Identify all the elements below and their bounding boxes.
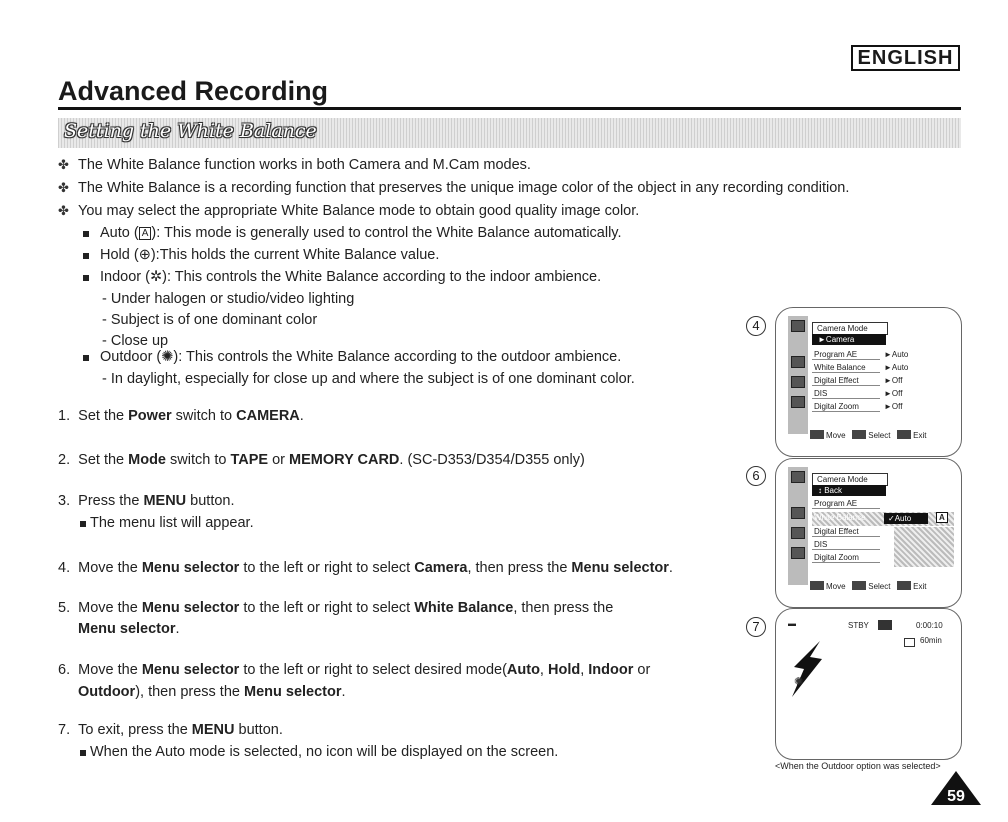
square-bullet-icon <box>83 275 89 281</box>
square-bullet-icon <box>83 253 89 259</box>
menu-value: ►Off <box>884 402 903 411</box>
outdoor-wb-icon: ✺ <box>161 349 174 365</box>
menu-highlight: ►Camera <box>812 334 886 345</box>
menu-exit-icon <box>897 581 911 590</box>
menu-item-selected: White Balance <box>814 513 866 522</box>
square-bullet-icon <box>80 750 86 756</box>
menu-footer: Move Select Exit <box>810 430 926 440</box>
tape-icon <box>878 620 892 630</box>
menu-item: Program AE <box>812 350 880 360</box>
step-6-line-2: Outdoor), then press the Menu selector. <box>78 684 346 700</box>
selected-value: ✓Auto <box>884 513 928 524</box>
outdoor-wb-icon: ✺ <box>794 676 804 688</box>
camera-mode-icon <box>791 471 805 483</box>
status-text: STBY <box>848 621 869 630</box>
panel-4-label: 4 <box>746 316 766 336</box>
figure-caption: <When the Outdoor option was selected> <box>775 761 941 771</box>
section-title: Setting the White Balance <box>64 120 317 142</box>
menu-header: Camera Mode <box>812 322 888 335</box>
step-4: 4. Move the Menu selector to the left or right to select Camera, then press the Menu selector. <box>58 560 673 576</box>
menu-item: Digital Effect <box>812 527 880 537</box>
effect-icon <box>791 376 805 388</box>
step-3-note: The menu list will appear. <box>90 515 254 531</box>
battery-icon: ▬ <box>788 619 796 628</box>
dis-icon <box>791 396 805 408</box>
step-6: 6. Move the Menu selector to the left or right to select desired mode(Auto, Hold, Indoor or <box>58 662 651 678</box>
mode-hold: Hold (⊕):This holds the current White Balance value. <box>100 247 440 263</box>
option-band <box>894 527 954 567</box>
menu-item: Digital Effect <box>812 376 880 386</box>
clover-bullet-icon: ✤ <box>58 157 69 172</box>
menu-header: Camera Mode <box>812 473 888 486</box>
menu-footer: Move Select Exit <box>810 581 926 591</box>
time-counter: 0:00:10 <box>916 621 943 630</box>
mode-indoor: Indoor (✲): This controls the White Balance according to the indoor ambience. <box>100 269 602 285</box>
page-number: 59 <box>947 788 965 805</box>
move-icon <box>810 430 824 439</box>
menu-item: Program AE <box>812 499 880 509</box>
menu-value: ►Auto <box>884 350 909 359</box>
square-bullet-icon <box>83 355 89 361</box>
program-ae-icon <box>791 356 805 368</box>
remaining-time: 60min <box>920 636 942 645</box>
step-2: 2. Set the Mode switch to TAPE or MEMORY CARD. (SC-D353/D354/D355 only) <box>58 452 585 468</box>
language-badge: ENGLISH <box>851 45 960 71</box>
square-bullet-icon <box>83 231 89 237</box>
menu-value: ►Auto <box>884 363 909 372</box>
square-bullet-icon <box>80 521 86 527</box>
step-5-line-2: Menu selector. <box>78 621 180 637</box>
lcd-panel-6 <box>775 458 962 608</box>
menu-icon-column <box>788 467 808 585</box>
page-number-badge <box>930 770 982 806</box>
step-3: 3. Press the MENU button. <box>58 493 235 509</box>
panel-7-label: 7 <box>746 617 766 637</box>
auto-wb-badge: A <box>936 512 948 523</box>
camera-mode-icon <box>791 320 805 332</box>
select-icon <box>852 430 866 439</box>
step-7: 7. To exit, press the MENU button. <box>58 722 283 738</box>
outdoor-sub-1: - In daylight, especially for close up and where the subject is of one dominant color. <box>102 371 635 387</box>
menu-item: DIS <box>812 540 880 550</box>
step-5: 5. Move the Menu selector to the left or right to select White Balance, then press the <box>58 600 614 616</box>
menu-value: ►Off <box>884 376 903 385</box>
program-ae-icon <box>791 507 805 519</box>
indoor-wb-icon: ✲ <box>149 269 163 285</box>
dis-icon <box>791 547 805 559</box>
hold-wb-icon: ⊕ <box>138 247 151 263</box>
mode-outdoor: Outdoor (✺): This controls the White Balance according to the outdoor ambience. <box>100 349 622 365</box>
lcd-panel-7 <box>775 608 962 760</box>
menu-highlight: ↕ Back <box>812 485 886 496</box>
step-7-note: When the Auto mode is selected, no icon will be displayed on the screen. <box>90 744 559 760</box>
step-1: 1. Set the Power switch to CAMERA. <box>58 408 304 424</box>
lcd-panel-4 <box>775 307 962 457</box>
intro-line-3: You may select the appropriate White Balance mode to obtain good quality image color. <box>78 203 640 219</box>
indoor-sub-3: - Close up <box>102 333 169 349</box>
move-icon <box>810 581 824 590</box>
menu-item: White Balance <box>812 363 880 373</box>
auto-wb-icon: A <box>139 227 152 240</box>
remaining-tape-icon <box>904 638 915 647</box>
menu-icon-column <box>788 316 808 434</box>
clover-bullet-icon: ✤ <box>58 180 69 195</box>
pointer-arrow-icon <box>786 639 826 701</box>
title-rule <box>58 107 961 110</box>
section-banner <box>58 118 961 148</box>
menu-value: ►Off <box>884 389 903 398</box>
clover-bullet-icon: ✤ <box>58 203 69 218</box>
menu-exit-icon <box>897 430 911 439</box>
intro-line-1: The White Balance function works in both Camera and M.Cam modes. <box>78 157 531 173</box>
menu-item: DIS <box>812 389 880 399</box>
select-icon <box>852 581 866 590</box>
indoor-sub-1: - Under halogen or studio/video lighting <box>102 291 355 307</box>
mode-auto: Auto ( A ): This mode is generally used to control the White Balance automatically. <box>100 225 622 241</box>
page-title: Advanced Recording <box>58 76 329 106</box>
panel-6-label: 6 <box>746 466 766 486</box>
indoor-sub-2: - Subject is of one dominant color <box>102 312 318 328</box>
menu-item: Digital Zoom <box>812 553 880 563</box>
intro-line-2: The White Balance is a recording function that preserves the unique image color of the object in any recording condition. <box>78 180 850 196</box>
menu-item: Digital Zoom <box>812 402 880 412</box>
effect-icon <box>791 527 805 539</box>
